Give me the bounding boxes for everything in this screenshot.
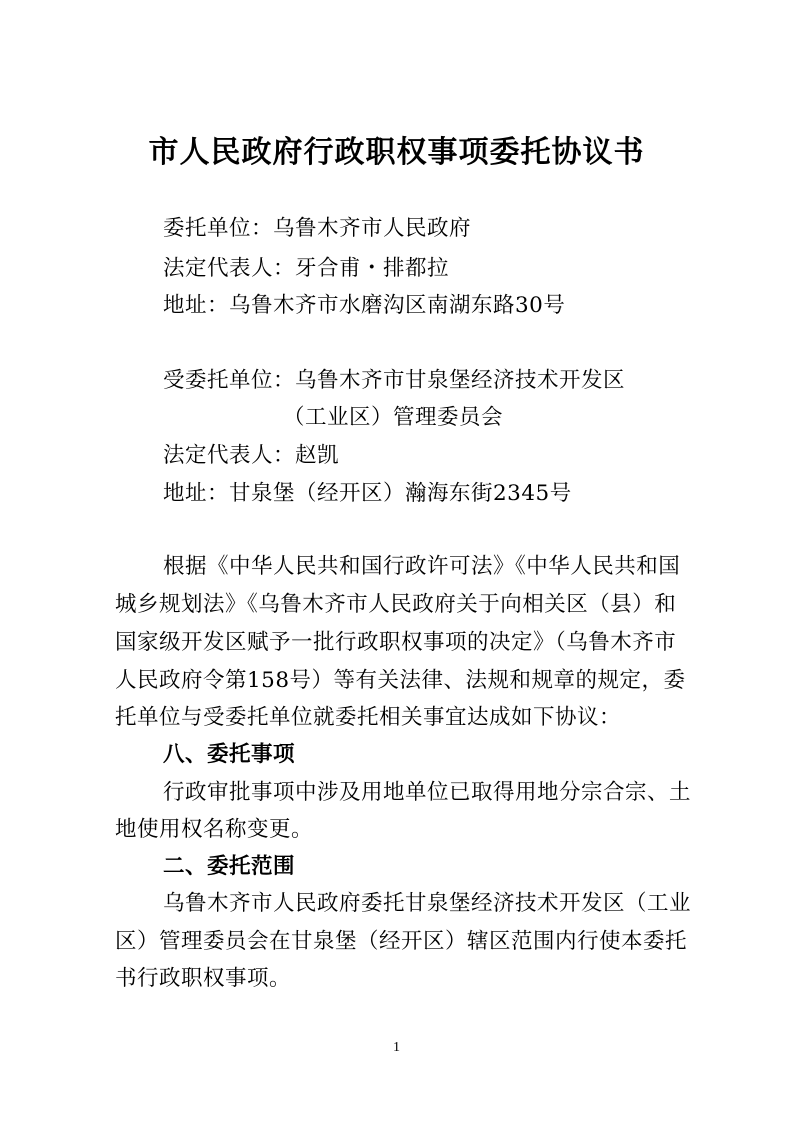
- principal-unit: 委托单位：乌鲁木齐市人民政府: [163, 216, 472, 241]
- preamble-line: 城乡规划法》《乌鲁木齐市人民政府关于向相关区（县）和: [115, 592, 677, 617]
- preamble-line: 根据《中华人民共和国行政许可法》《中华人民共和国: [163, 554, 681, 579]
- section-body-line: 书行政职权事项。: [115, 966, 292, 991]
- section-body-line: 乌鲁木齐市人民政府委托甘泉堡经济技术开发区（工业: [163, 891, 692, 916]
- agent-representative: 法定代表人：赵凯: [163, 443, 340, 468]
- preamble-line: 人民政府令第158号）等有关法律、法规和规章的规定，委: [115, 668, 686, 693]
- preamble-line: 托单位与受委托单位就委托相关事宜达成如下协议：: [115, 705, 622, 730]
- section-body-line: 区）管理委员会在甘泉堡（经开区）辖区范围内行使本委托: [115, 929, 688, 954]
- agent-unit: 受委托单位：乌鲁木齐市甘泉堡经济技术开发区: [163, 368, 626, 393]
- section-heading-matters: 八、委托事项: [163, 742, 296, 767]
- principal-representative: 法定代表人：牙合甫・排都拉: [163, 256, 450, 281]
- document-title: 市人民政府行政职权事项委托协议书: [148, 135, 645, 170]
- agent-address: 地址：甘泉堡（经开区）瀚海东街2345号: [163, 481, 572, 506]
- page-number: 1: [393, 1040, 400, 1055]
- agent-unit-continued: （工业区）管理委员会: [283, 405, 504, 430]
- preamble-line: 国家级开发区赋予一批行政职权事项的决定》（乌鲁木齐市: [115, 630, 677, 655]
- section-body-line: 地使用权名称变更。: [115, 817, 314, 842]
- section-heading-scope: 二、委托范围: [163, 854, 296, 879]
- principal-address: 地址：乌鲁木齐市水磨沟区南湖东路30号: [163, 293, 566, 318]
- section-body-line: 行政审批事项中涉及用地单位已取得用地分宗合宗、土: [163, 780, 692, 805]
